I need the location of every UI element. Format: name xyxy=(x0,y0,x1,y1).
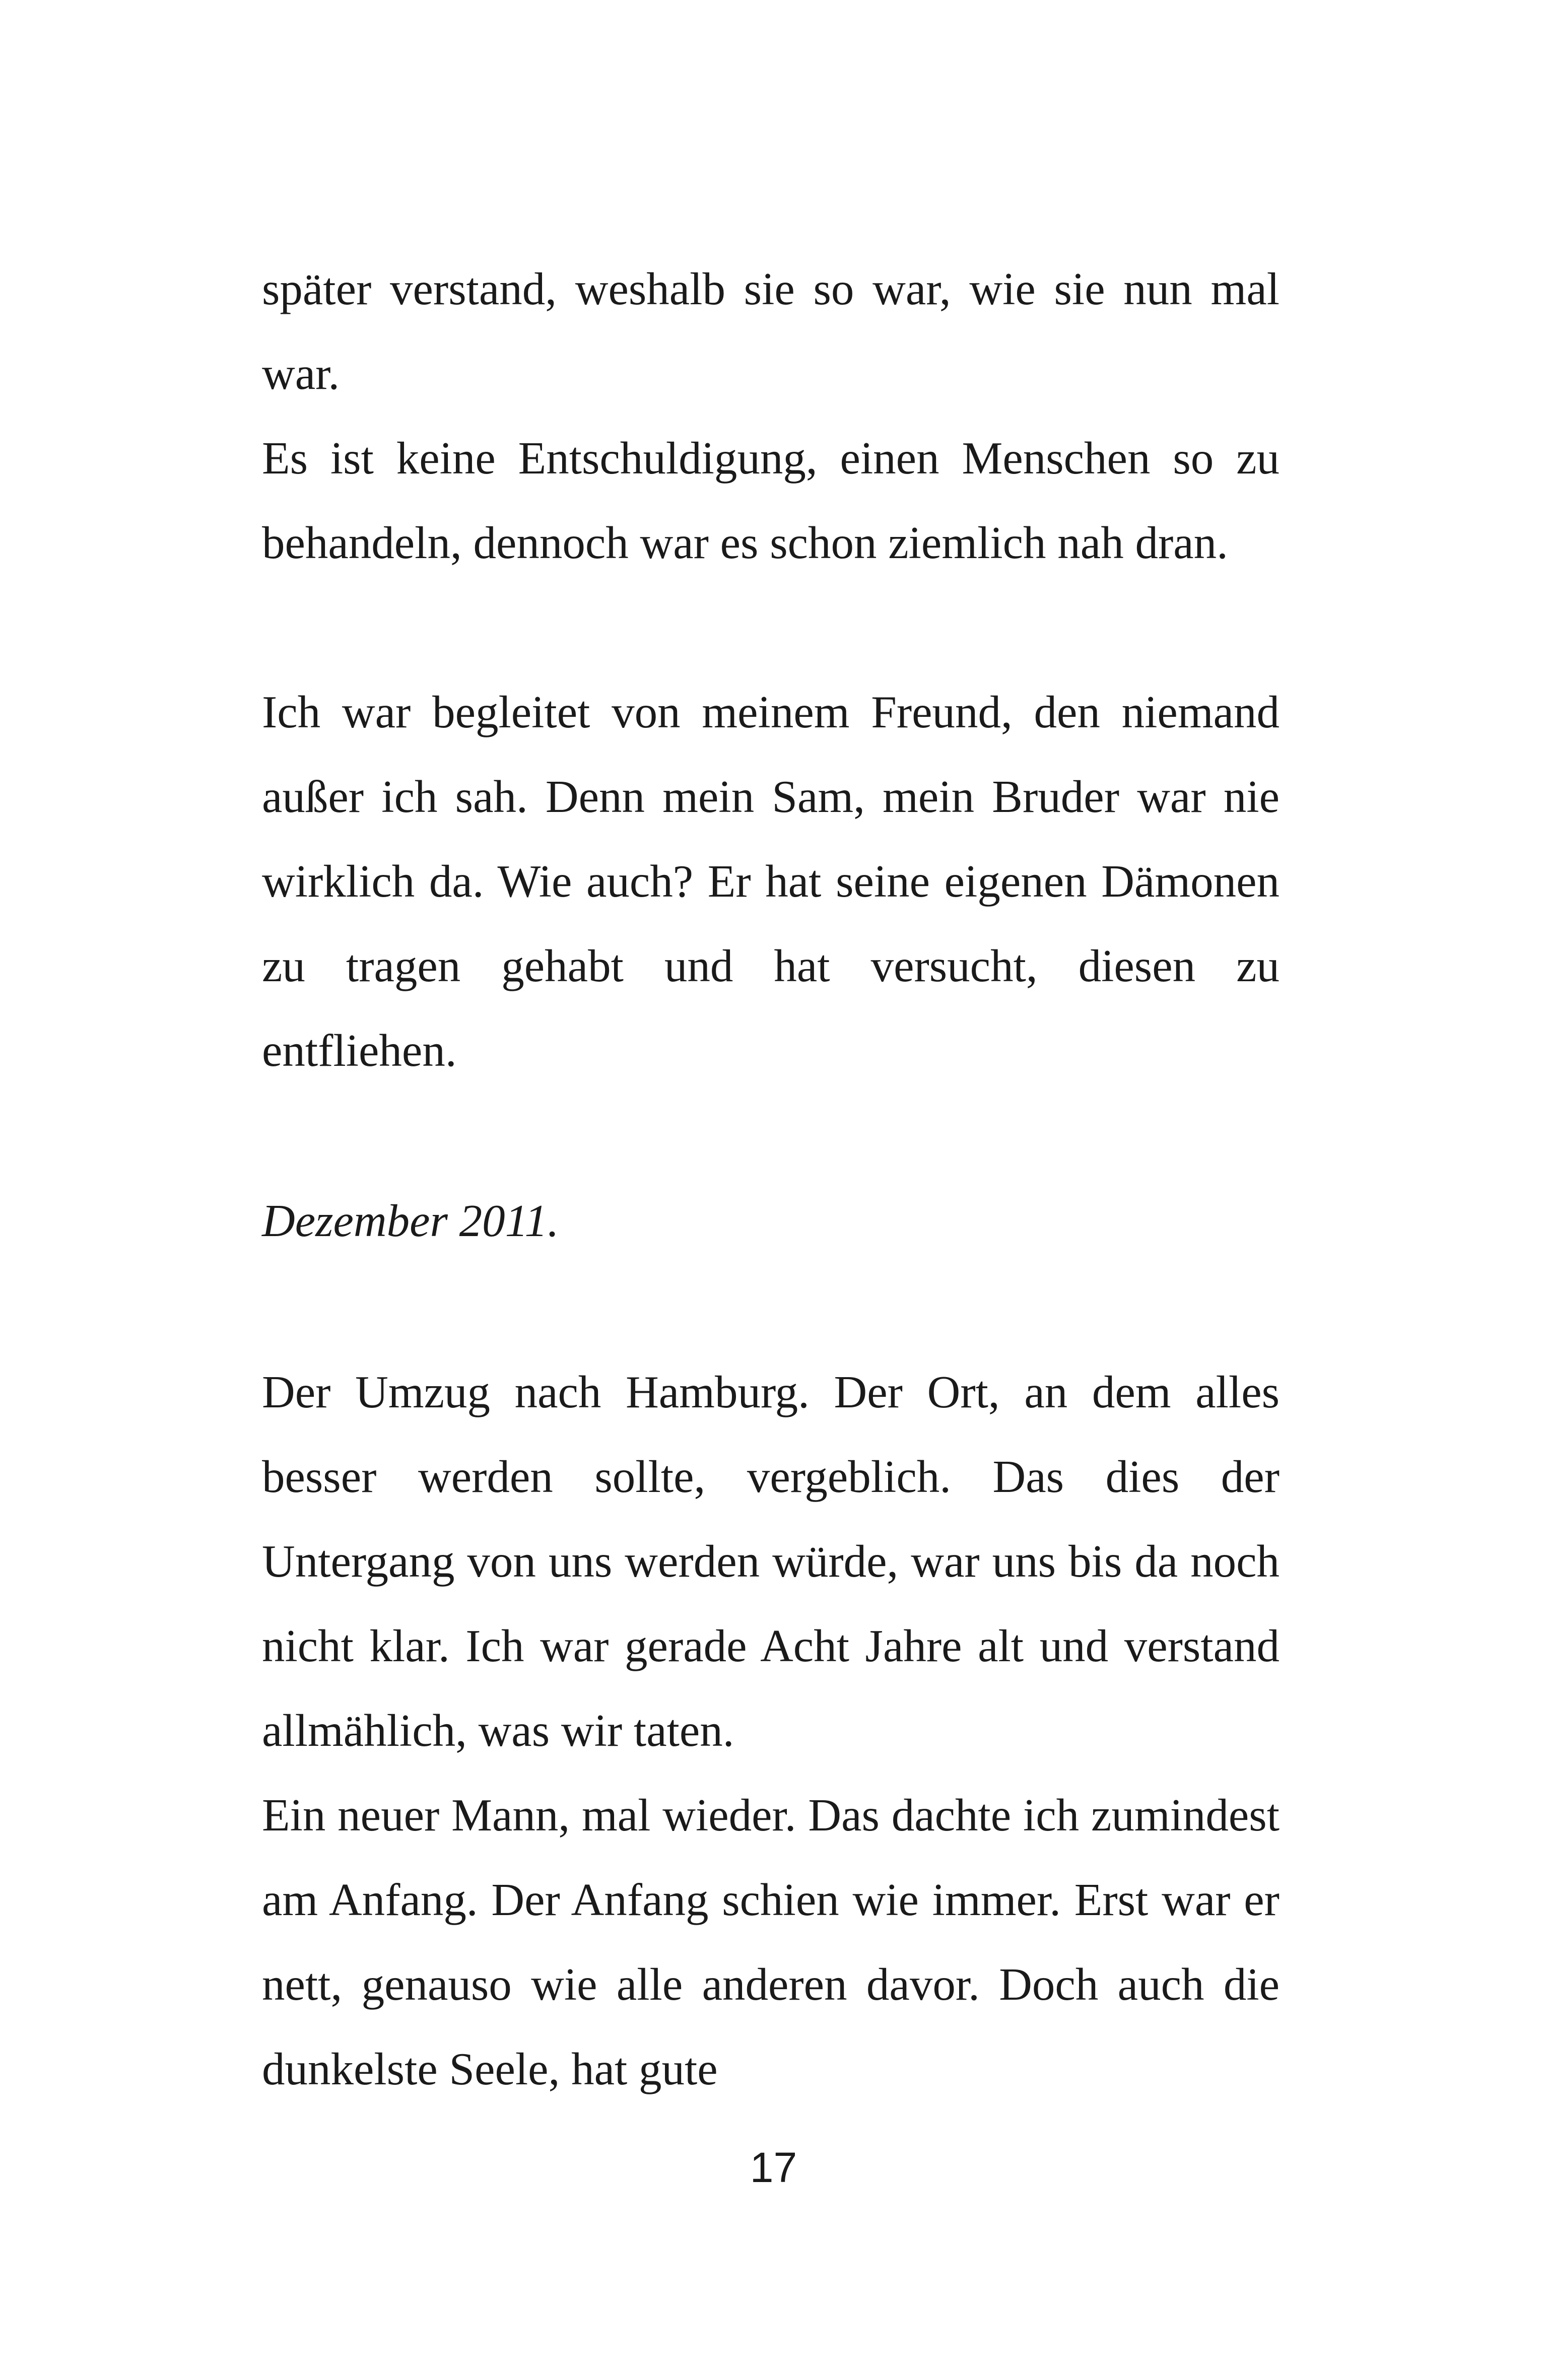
paragraph-2 xyxy=(262,670,1280,1093)
date-text: Dezember 2011. xyxy=(262,1195,559,1246)
paragraph-3-line-1: Der Umzug nach Hamburg. Der Ort, an dem alles besser werden sollte, vergeblich. Das dies der Untergang von uns werden würde, war uns bis da noch nicht klar. Ich war gerade Acht Jahre alt und verstand allmählich, was wir taten. xyxy=(262,1367,1280,1756)
paragraph-3 xyxy=(262,1350,1280,2112)
date-heading xyxy=(262,1179,1280,1263)
paragraph-1-line-2: Es ist keine Entschuldigung, einen Menschen so zu behandeln, dennoch war es schon ziemlich nah dran. xyxy=(262,433,1280,568)
page-number: 17 xyxy=(750,2144,797,2191)
paragraph-1 xyxy=(262,247,1280,585)
paragraph-1-line-1: später verstand, weshalb sie so war, wie sie nun mal war. xyxy=(262,263,1280,399)
paragraph-3-line-2: Ein neuer Mann, mal wieder. Das dachte ich zumindest am Anfang. Der Anfang schien wie immer. Erst war er nett, genauso wie alle anderen davor. Doch auch die dunkelste Seele, hat gute xyxy=(262,1790,1280,2094)
paragraph-2-text: Ich war begleitet von meinem Freund, den niemand außer ich sah. Denn mein Sam, mein Bruder war nie wirklich da. Wie auch? Er hat seine eigenen Dämonen zu tragen gehabt und hat versucht, diesen zu entfliehen. xyxy=(262,687,1280,1076)
